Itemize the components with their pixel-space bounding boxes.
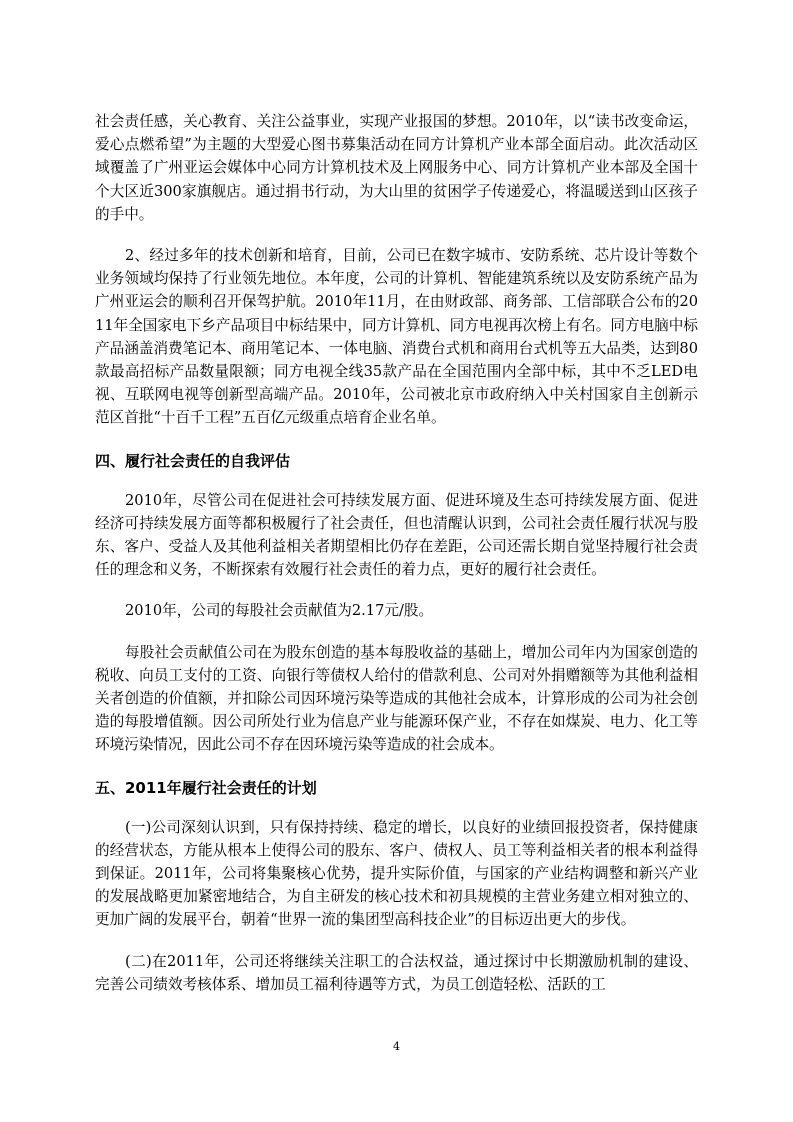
paragraph-book-donation: 社会责任感，关心教育、关注公益事业，实现产业报国的梦想。2010年，以“读书改变命运，爱心点燃希望”为主题的大型爱心图书募集活动在同方计算机产业本部全面启动。此次活动区域覆盖了广州亚运会媒体中心同方计算机技术及上网服务中心、同方计算机产业本部及全国十个大区近300家旗舰店。通过捐书行动，为大山里的贫困学子传递爱心，将温暖送到山区孩子的手中。 [95,113,698,223]
section-heading-2011-plan: 五、2011年履行社会责任的计划 [95,778,317,797]
paragraph-tech-innovation: 2、经过多年的技术创新和培育，目前，公司已在数字城市、安防系统、芯片设计等数个业务领域均保持了行业领先地位。本年度，公司的计算机、智能建筑系统以及安防系统产品为广州亚运会的顺利召开保驾护航。2010年11月，在由财政部、商务部、工信部联合公布的2011年全国家电下乡产品项目中标结果中，同方计算机、同方电视再次榜上有名。同方电脑中标产品涵盖消费笔记本、商用笔记本、一体电脑、消费台式机和商用台式机等五大品类，达到80款最高招标产品数量限额；同方电视全线35款产品在全国范围内全部中标，其中不乏LED电视、互联网电视等创新型高端产品。2010年，公司被北京市政府纳入中关村国家自主创新示范区首批“十百千工程”五百亿元级重点培育企业名单。 [95,247,698,427]
paragraph-assessment-summary: 2010年，尽管公司在促进社会可持续发展方面、促进环境及生态可持续发展方面、促进经济可持续发展方面等都积极履行了社会责任，但也清醒认识到，公司社会责任履行状况与股东、客户、受益人及其他利益相关者期望相比仍存在差距，公司还需长期自觉坚持履行社会责任的理念和义务，不断探索有效履行社会责任的着力点，更好的履行社会责任。 [95,491,698,579]
paragraph-plan-employees: (二)在2011年，公司还将继续关注职工的合法权益，通过探讨中长期激励机制的建设、完善公司绩效考核体系、增加员工福利待遇等方式，为员工创造轻松、活跃的工 [95,952,698,993]
paragraph-plan-growth: (一)公司深刻认识到，只有保持持续、稳定的增长，以良好的业绩回报投资者，保持健康的经营状态，方能从根本上使得公司的股东、客户、债权人、员工等利益相关者的根本利益得到保证。2011年，公司将集聚核心优势，提升实际价值，与国家的产业结构调整和新兴产业的发展战略更加紧密地结合，为自主研发的核心技术和初具规模的主营业务建立相对独立的、更加广阔的发展平台，朝着“世界一流的集团型高科技企业”的目标迈出更大的步伐。 [95,818,698,929]
page-number: 4 [393,1040,400,1053]
paragraph-social-contribution-value: 2010年，公司的每股社会贡献值为2.17元/股。 [125,602,434,620]
paragraph-contribution-definition: 每股社会贡献值公司在为股东创造的基本每股收益的基础上，增加公司年内为国家创造的税收、向员工支付的工资、向银行等债权人给付的借款利息、公司对外捐赠额等为其他利益相关者创造的价值额，并扣除公司因环境污染等造成的其他社会成本，计算形成的公司为社会创造的每股增值额。因公司所处行业为信息产业与能源环保产业，不存在如煤炭、电力、化工等环境污染情况，因此公司不存在因环境污染等造成的社会成本。 [95,643,698,754]
section-heading-self-assessment: 四、履行社会责任的自我评估 [95,451,291,470]
